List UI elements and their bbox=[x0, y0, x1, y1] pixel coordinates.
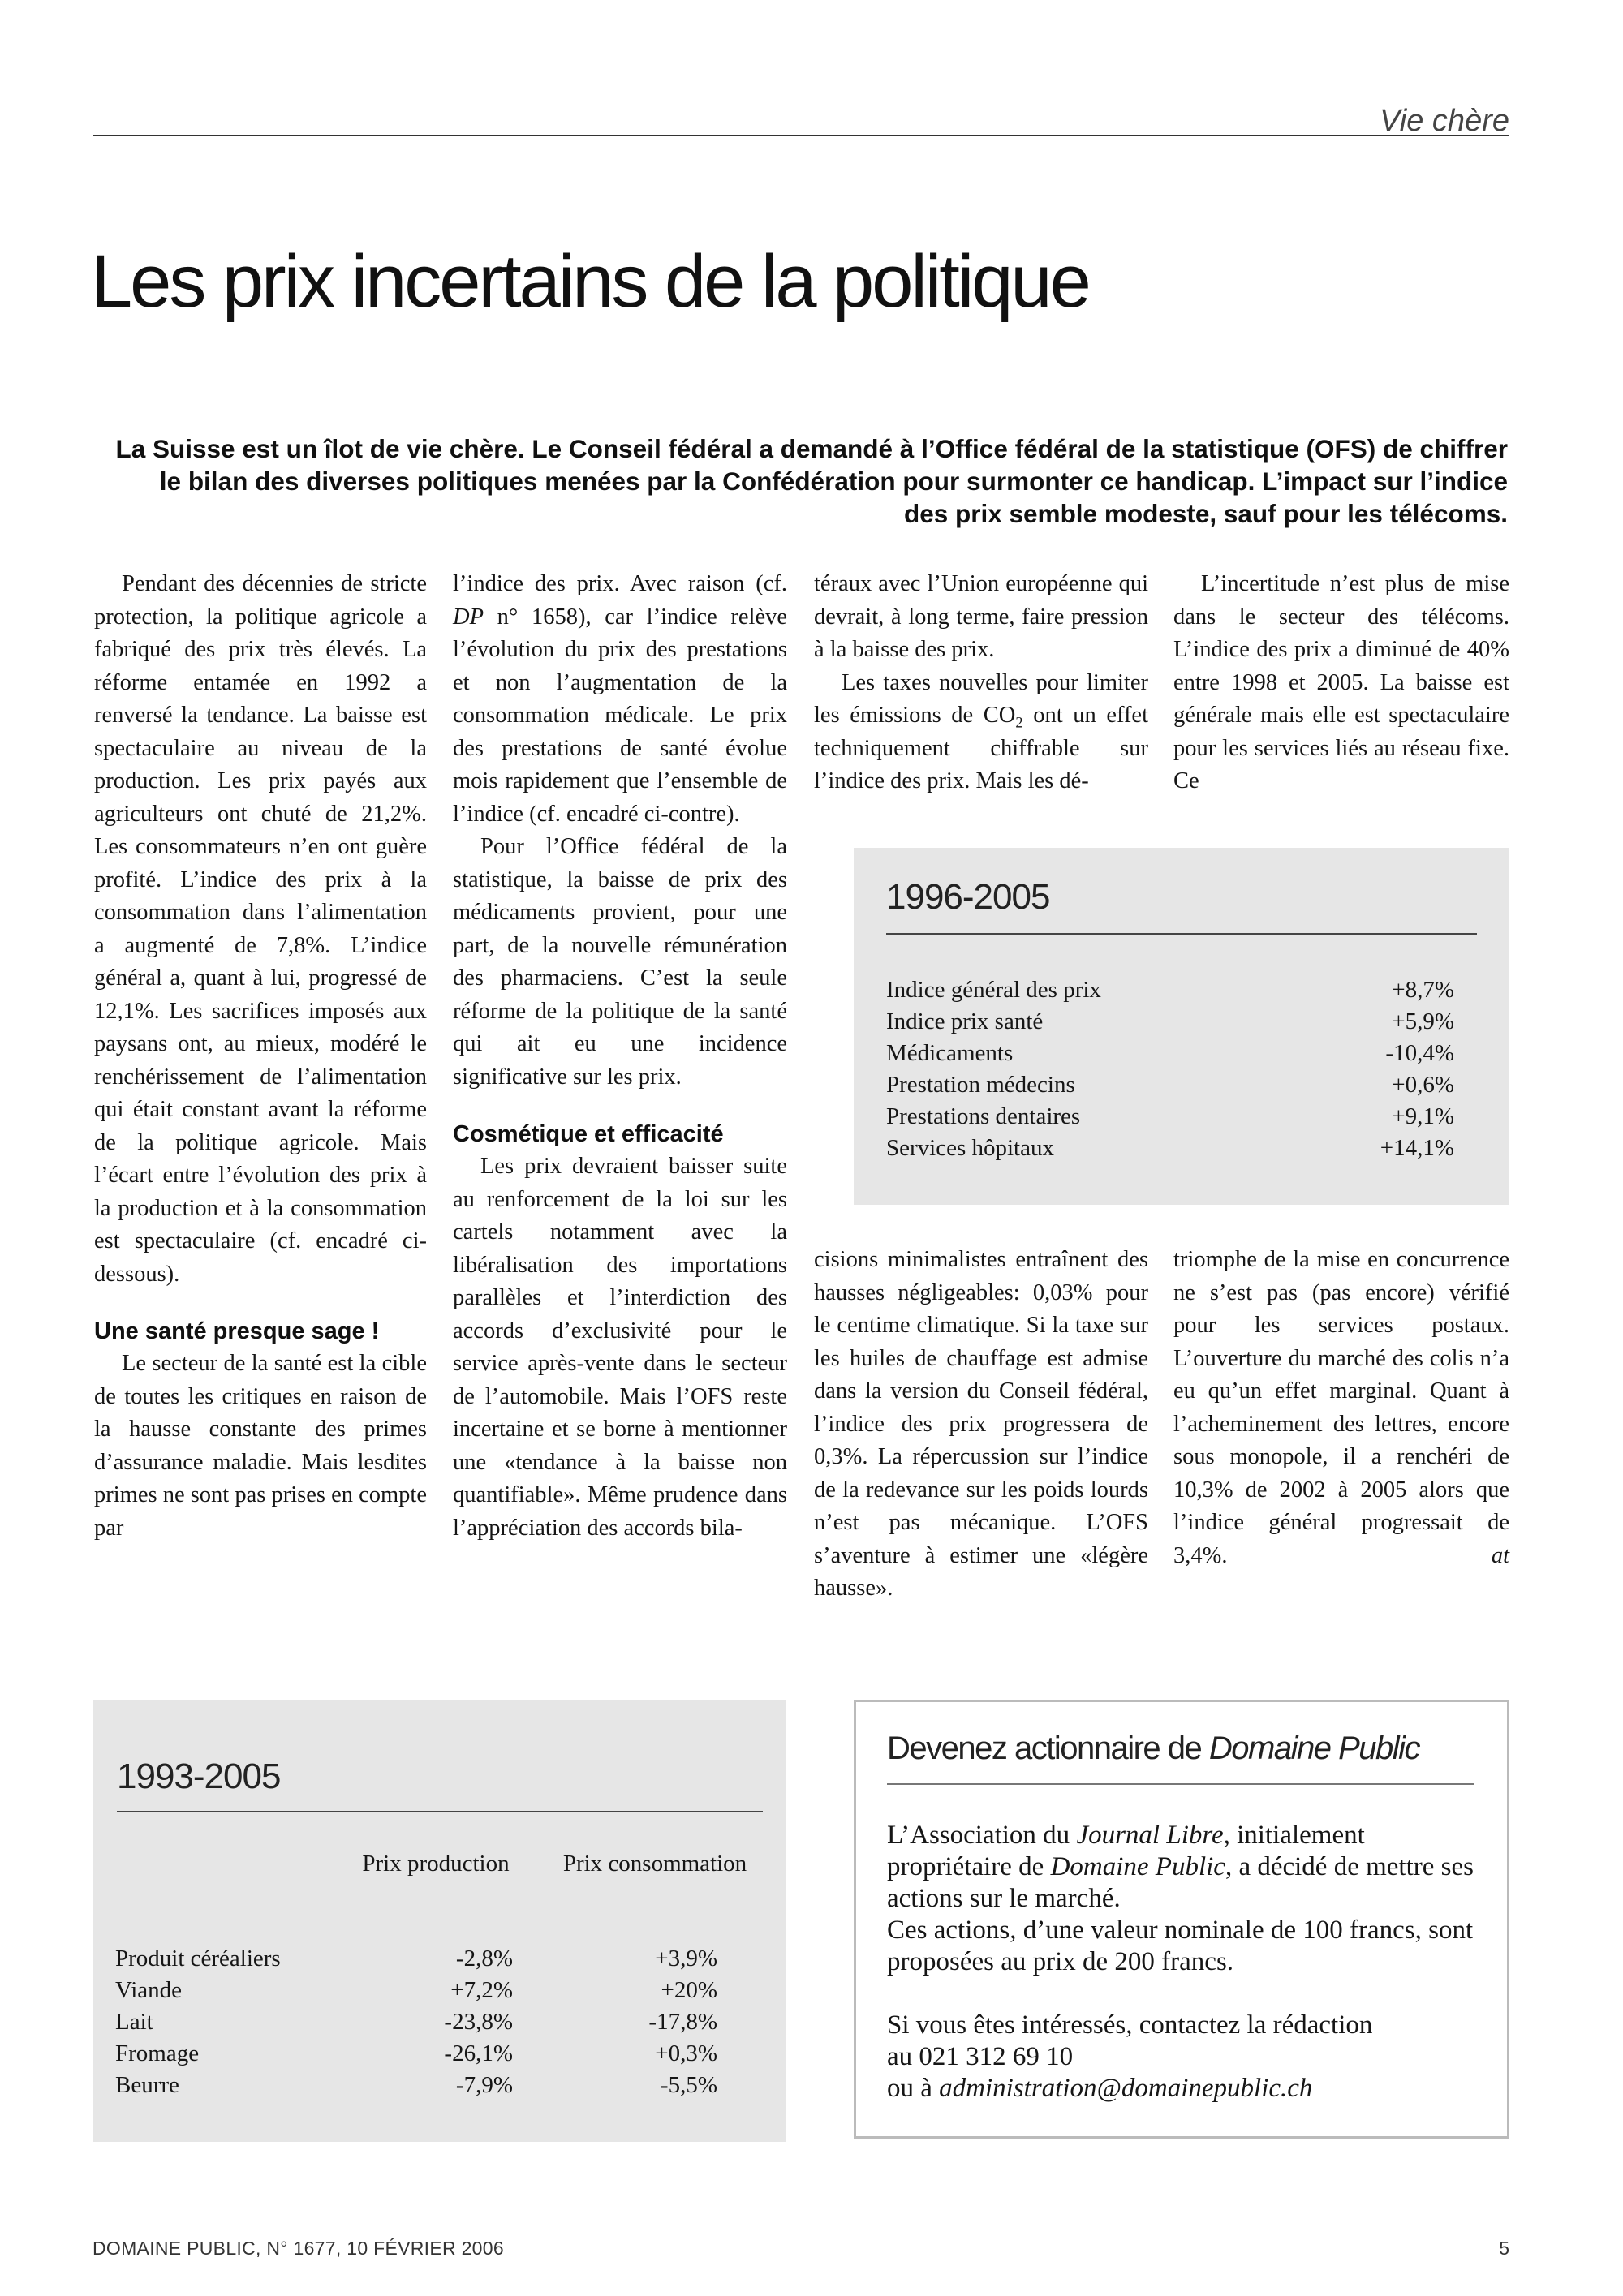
table-row bbox=[115, 1975, 773, 2006]
row-label: Prestations dentaires bbox=[886, 1103, 1081, 1129]
text-run: l’indice des prix. Avec raison (cf. bbox=[453, 571, 787, 596]
ad-paragraph: Si vous êtes intéressés, contactez la rédaction bbox=[887, 2010, 1373, 2040]
subheading: Cosmétique et efficacité bbox=[453, 1121, 724, 1147]
table-header: Prix production bbox=[362, 1851, 510, 1877]
article-title: Les prix incertains de la politique bbox=[91, 240, 1089, 323]
paragraph: cisions minimalistes entraînent des hausses négligeables: 0,03% pour le centime climatique. Si la taxe sur les huiles de chauffage est admise dans la version du Conseil fédéral, l’indice des prix progressera de 0,3%. La répercussion sur l’indice de la redevance sur les poids lourds n’est pas mécanique. L’OFS s’aventure à estimer une «légère hausse». bbox=[814, 1247, 1148, 1601]
text-run: ou à bbox=[887, 2074, 940, 2103]
row-label: Indice général des prix bbox=[886, 977, 1101, 1003]
table-row bbox=[115, 2006, 773, 2038]
ad-phone: au 021 312 69 10 bbox=[887, 2042, 1074, 2071]
table-row bbox=[115, 1943, 773, 1975]
agriculture-table bbox=[115, 1848, 773, 2101]
ad-title bbox=[887, 1731, 1419, 1767]
text-run: , initialement propriétaire de bbox=[887, 1821, 1365, 1881]
paragraph: téraux avec l’Union européenne qui devrait, à long terme, faire pression à la baisse des prix. bbox=[814, 571, 1148, 662]
text-run: n° 1658), car l’indice relève l’évolution du prix des prestations et non l’augmentation de la consommation médicale. Le prix des prestations de santé évolue mois rapidement que l’ensemble de l’indice (cf. encadré ci-contre). bbox=[453, 604, 787, 827]
paragraph: Le secteur de la santé est la cible de toutes les critiques en raison de la hausse constante des primes d’assurance maladie. Mais lesdites primes ne sont pas prises en compte par bbox=[94, 1351, 427, 1541]
row-value: +8,7% bbox=[1392, 977, 1454, 1003]
row-value: -10,4% bbox=[1385, 1040, 1454, 1066]
row-label: Beurre bbox=[115, 2072, 179, 2098]
table-row bbox=[886, 1069, 1454, 1101]
row-label: Viande bbox=[115, 1977, 183, 2003]
table-row bbox=[886, 1006, 1454, 1038]
production-value: -2,8% bbox=[455, 1946, 513, 1971]
paragraph bbox=[814, 667, 1148, 798]
article-column-4-top bbox=[1173, 568, 1509, 798]
header-rule bbox=[93, 135, 1509, 136]
text-run: Devenez actionnaire de bbox=[887, 1731, 1209, 1766]
row-label: Prestation médecins bbox=[886, 1072, 1075, 1098]
text-run: 2 bbox=[1015, 714, 1023, 732]
box-rule bbox=[886, 933, 1477, 935]
ad-rule bbox=[887, 1783, 1474, 1785]
row-value: +14,1% bbox=[1380, 1135, 1454, 1161]
table-row bbox=[115, 2038, 773, 2070]
table-row bbox=[115, 2070, 773, 2101]
consumption-value: -17,8% bbox=[648, 2009, 717, 2035]
page-number: 5 bbox=[1499, 2238, 1509, 2259]
table-header-empty bbox=[115, 1848, 334, 1943]
production-value: -26,1% bbox=[444, 2040, 513, 2066]
paragraph: Pour l’Office fédéral de la statistique, la baisse de prix des médicaments provient, pour une part, de la nouvelle rémunération des pharmaciens. C’est la seule réforme de la politique de la santé qui ait eu une incidence significative sur les prix. bbox=[453, 834, 787, 1090]
consumption-value: +0,3% bbox=[655, 2040, 717, 2066]
subheading: Une santé presque sage ! bbox=[94, 1318, 380, 1344]
text-run: triomphe de la mise en concurrence ne s’est pas (pas encore) vérifié pour les services postaux. L’ouverture du marché des colis n’a eu qu’un effet marginal. Quant à l’acheminement des lettres, encore sous monopole, il a renchéri de 10,3% de 2002 à 2005 alors que l’indice général progressait de 3,4%. bbox=[1173, 1247, 1509, 1568]
paragraph: L’incertitude n’est plus de mise dans le secteur des télécoms. L’indice des prix a diminué de 40% entre 1998 et 2005. La baisse est générale mais elle est spectaculaire pour les services liés au réseau fixe. Ce bbox=[1173, 571, 1509, 793]
production-value: -23,8% bbox=[444, 2009, 513, 2035]
consumption-value: -5,5% bbox=[660, 2072, 717, 2098]
text-run: Journal Libre bbox=[1076, 1821, 1224, 1850]
stats-box-health bbox=[854, 848, 1509, 1205]
stats-box-agriculture bbox=[93, 1700, 786, 2142]
article-column-1 bbox=[94, 568, 427, 1545]
production-value: +7,2% bbox=[450, 1977, 513, 2003]
box-title: 1996-2005 bbox=[886, 877, 1050, 917]
row-value: +0,6% bbox=[1392, 1072, 1454, 1098]
table-row bbox=[886, 1038, 1454, 1069]
row-label: Lait bbox=[115, 2009, 153, 2035]
ad-body bbox=[887, 1820, 1479, 2105]
consumption-value: +3,9% bbox=[655, 1946, 717, 1971]
row-label: Services hôpitaux bbox=[886, 1135, 1054, 1161]
paragraph bbox=[453, 568, 787, 831]
text-run: Domaine Public bbox=[1208, 1731, 1420, 1766]
text-run: Domaine Public bbox=[1050, 1852, 1225, 1881]
text-run: DP bbox=[453, 604, 484, 630]
row-value: +5,9% bbox=[1392, 1008, 1454, 1034]
article-column-4-bottom bbox=[1173, 1244, 1509, 1572]
row-label: Produit céréaliers bbox=[115, 1946, 281, 1971]
article-column-3-bottom bbox=[814, 1244, 1148, 1606]
text-run: , a décidé de mettre ses actions sur le marché. bbox=[887, 1852, 1474, 1913]
consumption-value: +20% bbox=[661, 1977, 717, 2003]
text-run: ont un effet techniquement chiffrable sur l’indice des prix. Mais les dé- bbox=[814, 703, 1149, 793]
ad-email-line bbox=[887, 2073, 1479, 2105]
text-run: L’Association du bbox=[887, 1821, 1077, 1850]
ad-email-link[interactable]: administration@domainepublic.ch bbox=[939, 2074, 1313, 2103]
paragraph bbox=[1173, 1244, 1509, 1572]
row-label: Indice prix santé bbox=[886, 1008, 1044, 1034]
ad-paragraph: Ces actions, d’une valeur nominale de 100 francs, sont proposées au prix de 200 francs. bbox=[887, 1915, 1474, 1976]
text-run: Les taxes nouvelles pour limiter les émissions de CO bbox=[814, 669, 1148, 728]
health-table bbox=[886, 974, 1454, 1164]
box-rule bbox=[117, 1811, 763, 1812]
ad-paragraph bbox=[887, 1820, 1479, 1915]
footer-publication: DOMAINE PUBLIC, N° 1677, 10 FÉVRIER 2006 bbox=[93, 2238, 504, 2259]
table-row bbox=[886, 1133, 1454, 1164]
section-rubric: Vie chère bbox=[1380, 104, 1509, 138]
row-label: Fromage bbox=[115, 2040, 200, 2066]
article-lede: La Suisse est un îlot de vie chère. Le Conseil fédéral a demandé à l’Office fédéral de la statistique (OFS) de chiffrer le bilan des diverses politiques menées par la Confédération pour surmonter ce handicap. L’impact sur l’indice des prix semble modeste, sauf pour les télécoms. bbox=[115, 434, 1508, 528]
row-label: Médicaments bbox=[886, 1040, 1014, 1066]
paragraph: Pendant des décennies de stricte protection, la politique agricole a fabriqué des prix très élevés. La réforme entamée en 1992 a renversé la tendance. La baisse est spectaculaire au niveau de la production. Les prix payés aux agriculteurs ont chuté de 21,2%. Les consommateurs n’en ont guère profité. L’indice des prix à la consommation dans l’alimentation a augmenté de 7,8%. L’indice général a, quant à lui, progressé de 12,1%. Les sacrifices imposés aux paysans ont, au mieux, modéré le renchérissement de l’alimentation qui était constant avant la réforme de la politique agricole. Mais l’écart entre l’évolution des prix à la production et à la consommation est spectaculaire (cf. encadré ci-dessous). bbox=[94, 571, 427, 1287]
production-value: -7,9% bbox=[455, 2072, 513, 2098]
shareholder-ad-box bbox=[854, 1700, 1509, 2139]
article-column-3-top bbox=[814, 568, 1148, 798]
box-title: 1993-2005 bbox=[117, 1756, 281, 1796]
paragraph: Les prix devraient baisser suite au renforcement de la loi sur les cartels notamment avec la libéralisation des importations parallèles et l’interdiction des accords d’exclusivité pour le service après-vente dans le secteur de l’automobile. Mais l’OFS reste incertaine et se borne à mentionner une «tendance à la baisse non quantifiable». Même prudence dans l’appréciation des accords bila- bbox=[453, 1154, 787, 1541]
table-header: Prix consommation bbox=[562, 1851, 747, 1877]
row-value: +9,1% bbox=[1392, 1103, 1454, 1129]
table-row bbox=[886, 974, 1454, 1006]
article-column-2 bbox=[453, 568, 787, 1545]
author-signature: at bbox=[1491, 1542, 1509, 1568]
table-row bbox=[886, 1101, 1454, 1133]
